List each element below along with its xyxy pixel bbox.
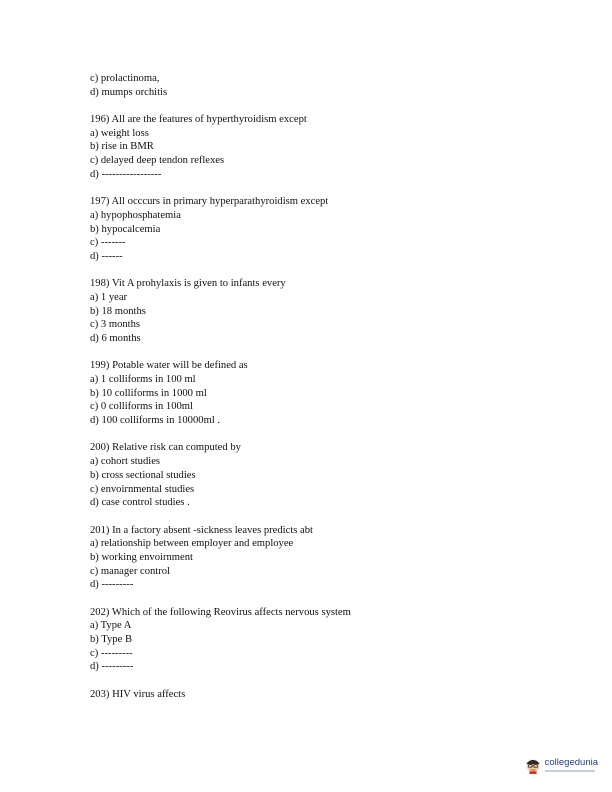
option-line: d) case control studies .	[90, 497, 190, 509]
option-line: d) ---------	[90, 661, 134, 673]
question-stem: 202) Which of the following Reovirus affects nervous system	[90, 606, 351, 618]
previous-question-options	[90, 72, 570, 99]
question-gap	[90, 674, 570, 688]
question-gap	[90, 510, 570, 524]
logo-tagline-bar	[545, 770, 595, 772]
option-line: c) prolactinoma,	[90, 73, 160, 84]
question-gap	[90, 182, 570, 196]
option-line: a) cohort studies	[90, 456, 161, 468]
question-block	[90, 524, 570, 593]
question-block	[90, 195, 570, 264]
option-line: c) 3 months	[90, 319, 141, 331]
question-block	[90, 688, 570, 702]
option-line: b) rise in BMR	[90, 141, 154, 153]
question-stem: 199) Potable water will be defined as	[90, 360, 248, 372]
question-stem: 196) All are the features of hyperthyroidism except	[90, 114, 307, 125]
option-line: d) ------	[90, 250, 123, 262]
question-block	[90, 113, 570, 182]
question-gap	[90, 99, 570, 113]
option-line: b) 10 colliforms in 1000 ml	[90, 387, 207, 399]
option-line: b) hypocalcemia	[90, 223, 161, 235]
question-stem: 198) Vit A prohylaxis is given to infants every	[90, 278, 286, 290]
option-line: c) -------	[90, 237, 126, 249]
option-line: d) -----------------	[90, 168, 162, 180]
option-line: b) working envoirnment	[90, 551, 193, 563]
logo-text: collegedunia	[544, 757, 598, 768]
option-line: c) envoirnmental studies	[90, 483, 195, 495]
option-line: b) Type B	[90, 634, 133, 646]
option-line: c) manager control	[90, 565, 171, 577]
question-gap	[90, 346, 570, 360]
question-list	[90, 99, 570, 701]
option-line: a) relationship between employer and employee	[90, 538, 294, 550]
question-stem: 201) In a factory absent -sickness leaves predicts abt	[90, 524, 313, 536]
question-stem: 197) All occcurs in primary hyperparathyroidism except	[90, 196, 329, 208]
option-line: c) delayed deep tendon reflexes	[90, 155, 225, 167]
collegedunia-mascot-icon	[524, 756, 542, 774]
option-line: a) weight loss	[90, 127, 149, 139]
option-line: a) 1 colliforms in 100 ml	[90, 374, 196, 386]
option-line: d) 6 months	[90, 333, 141, 345]
question-gap	[90, 428, 570, 442]
option-line: c) ---------	[90, 647, 133, 659]
option-line: b) cross sectional studies	[90, 469, 196, 481]
document-page	[90, 72, 570, 701]
option-line: a) Type A	[90, 620, 132, 632]
option-line: c) 0 colliforms in 100ml	[90, 401, 193, 413]
question-block	[90, 441, 570, 510]
question-gap	[90, 264, 570, 278]
question-block	[90, 277, 570, 346]
question-block	[90, 359, 570, 428]
option-line: d) mumps orchitis	[90, 86, 168, 98]
option-line: d) ---------	[90, 579, 134, 591]
option-line: a) 1 year	[90, 291, 128, 303]
question-block	[90, 606, 570, 675]
option-line: a) hypophosphatemia	[90, 209, 181, 221]
collegedunia-logo	[524, 756, 598, 774]
option-line: d) 100 colliforms in 10000ml .	[90, 415, 221, 427]
question-stem: 203) HIV virus affects	[90, 688, 186, 700]
question-gap	[90, 592, 570, 606]
option-line: b) 18 months	[90, 305, 146, 317]
question-stem: 200) Relative risk can computed by	[90, 442, 241, 454]
